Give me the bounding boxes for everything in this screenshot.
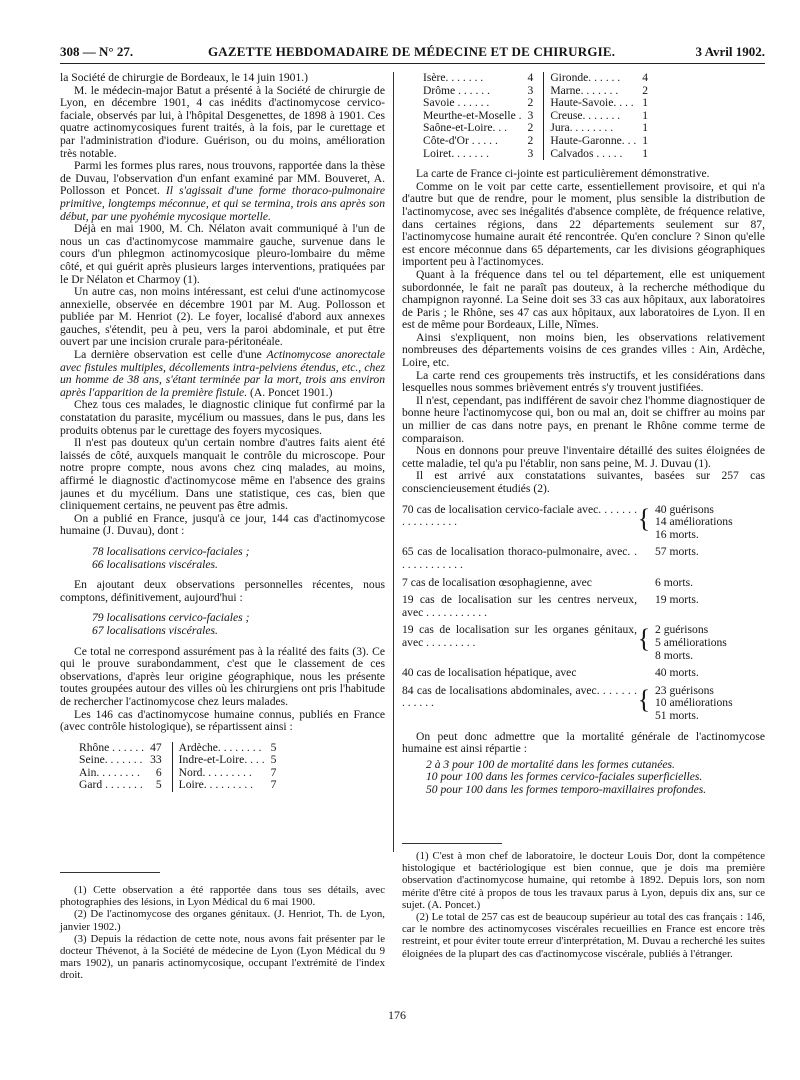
table-row: Meurthe-et-Moselle . 3 Creuse. . . . . . . 1 [423,108,649,122]
stat-row: 40 cas de localisation hépatique, avec 40 morts. [402,666,699,680]
issue-date: 3 Avril 1902. [695,44,765,59]
table-row: Gard . . . . . . . 5 Loire. . . . . . . . . 7 [79,778,277,792]
stat-row: 7 cas de localisation œsophagienne, avec 6 morts. [402,575,694,589]
table-row: Côte-d'Or . . . . . 2 Haute-Garonne. . . 1 [423,133,649,147]
footnote: (2) Le total de 257 cas est de beaucoup supérieur au total des cas français : 146, car le nombre des actinomycoses viscérales recueillies en France est encore très restreint, et pour éviter toute erreur d'interprétation, M. Duvau a recherché les suites éloignées de la plupart des cas d'actinomycose viscérale, publiés à l'étranger. [402,911,765,960]
mortality-list [426,759,765,797]
column-divider [393,72,394,852]
paragraph: Nous en donnons pour preuve l'inventaire détaillé des suites éloignées de cette maladie, tel qu'a pu l'établir, non sans peine, M. J. Duvau (1). [402,444,765,470]
paragraph: La carte de France ci-jointe est particulièrement démonstrative. [416,167,710,181]
paragraph: Un autre cas, non moins intéressant, est celui d'une actinomycose annexielle, observée en décembre 1901 par M. Aug. Pollosson et publiée par M. Henriot (2). Le foyer, localisé d'abord aux annexes gauches, s'étendit, peu à peu, vers la paroi abdominale, et put être ouvert par une incision crurale para-péritonéale. [60,285,385,349]
right-column [402,72,765,882]
journal-title: GAZETTE HEBDOMADAIRE DE MÉDECINE ET DE CHIRURGIE. [208,44,616,59]
department-table-continued [420,72,658,160]
paragraph: Il n'est pas douteux qu'un certain nombre d'autres faits aient été laissés de côté, auxquels manquait le contrôle du microscope. Pour notre propre compte, nous avons chez cinq malades, au moins, affirmé le diagnostic d'actinomycose même en l'absence des grains jaunes et du mycélium. Dans une statistique, ces cas, bien que cliniquement certains, ne peuvent pas être admis. [60,436,385,513]
table-row: Rhône . . . . . . 47 Ardèche. . . . . . . . 5 [79,740,277,754]
paragraph: Il n'est, cependant, pas indifférent de savoir chez l'homme diagnostiquer de bonne heure l'actinomycose qui, bon ou mal an, doit se chiffrer au moins par un millier de cas dans notre pays, en prenant le Rhône comme terme de comparaison. [402,393,765,445]
paragraph: On a publié en France, jusqu'à ce jour, 144 cas d'actinomycose humaine (J. Duvau), dont : [60,511,385,538]
paragraph: M. le médecin-major Batut a présenté à la Société de chirurgie de Lyon, en décembre 1901, 4 cas inédits d'actinomycose cervico-faciale, observés par lui, à l'hôpital Desgenettes, de 1898 à 1901. Ces quatre actinomycosiques furent traités, à la fois, par le curettage et par l'administration d'iodure. Guérison, ou du moins, amélioration très notable. [60,83,385,160]
header-rule [60,63,765,64]
paragraph: Chez tous ces malades, le diagnostic clinique fut confirmé par la constatation du parasite, mycélium ou massues, dans le pus, dans les produits obtenus par le curettage des foyers mycosiques. [60,398,385,437]
stat-row: 19 cas de localisation sur les organes génitaux, avec . . . . . . . . . { 2 guérisons 5 améliorations 8 morts. [402,623,727,662]
footnote: (1) Cette observation a été rapportée dans tous ses détails, avec photographies des lésions, in Lyon Médical du 6 mai 1900. [60,884,385,909]
list-item: 67 localisations viscérales. [92,623,218,637]
table-row: Drôme . . . . . . 3 Marne. . . . . . . 2 [423,83,649,97]
stat-row: 19 cas de localisation sur les centres nerveux, avec . . . . . . . . . . . 19 morts. [402,593,699,619]
paragraph: Il est arrivé aux constatations suivantes, basées sur 257 cas consciencieusement étudiés (2). [402,469,765,495]
paragraph: Comme on le voit par cette carte, essentiellement provisoire, et qui n'a d'autre but que de rendre, pour le moment, plus sensible la distribution de l'actinomycose, avec ses inégalités d'absence complète, de fréquence relative, dans certaines régions, dans 22 départements seulement sur 87, l'actinomycose humaine aurait été rencontrée. Qu'en conclure ? Sinon qu'elle est encore méconnue dans 65 départements, car les divisions géographiques importent peu à l'actinomyces. [402,179,765,269]
localisation-list [92,612,385,637]
left-footnotes [60,884,385,982]
paragraph: Quant à la fréquence dans tel ou tel département, elle est uniquement subordonnée, le fait ne paraît pas douteux, à la recherche méthodique du champignon rayonné. La Seine doit ses 33 cas aux hôpitaux, aux laboratoires de Paris ; le Rhône, ses 47 cas aux hôpitaux, aux laboratoires de Lyon. Il en est de même pour Bordeaux, Lille, Nîmes. [402,267,765,332]
footnote: (3) Depuis la rédaction de cette note, nous avons fait présenter par le docteur Thévenot, à la Société de médecine de Lyon (Lyon Médical du 9 mars 1902), un panaris actinomycosique, occupant l'extrémité de l'index droit. [60,932,385,982]
list-item: 78 localisations cervico-faciales ; [92,544,250,558]
paragraph: Ainsi s'expliquent, non moins bien, les observations relativement nombreuses des départements voisins de ces grandes villes : Ain, Ardèche, Loire, etc. [402,330,765,370]
paragraph: Parmi les formes plus rares, nous trouvons, rapportée dans la thèse de Duvau, l'observation d'un enfant examiné par MM. Bouveret, A. Pollosson et Poncet. Il s'agissait d'une forme thoraco-pulmonaire primitive, longtemps méconnue, et qui se termina, trois ans après son début, par une pyohémie mycosique mortelle. [60,159,385,223]
list-item: 2 à 3 pour 100 de mortalité dans les formes cutanées. [426,757,675,771]
paragraph: La carte rend ces groupements très instructifs, et les considérations dans lesquelles nous sommes brièvement entrés s'y trouvent justifiées. [402,368,765,395]
stat-row: 84 cas de localisations abdominales, avec. . . . . . . . . . . . . { 23 guérisons 10 améliorations 51 morts. [402,683,733,722]
list-item: 10 pour 100 dans les formes cervico-faciales superficielles. [426,770,703,784]
paragraph: La dernière observation est celle d'une Actinomycose anorectale avec fistules multiples, décollements intra-pelviens étendus, etc., chez un homme de 38 ans, s'étant terminée par la mort, trois ans environ après l'apparition de la première fistule. (A. Poncet 1901.) [60,348,385,399]
paragraph: Les 146 cas d'actinomycose humaine connus, publiés en France (avec contrôle histologique), se répartissent ainsi : [60,707,385,734]
list-item: 50 pour 100 dans les formes temporo-maxillaires profondes. [426,782,707,796]
table-row: Ain. . . . . . . . 6 Nord. . . . . . . . . 7 [79,765,277,779]
running-header [60,44,765,60]
paragraph: On peut donc admettre que la mortalité générale de l'actinomycose humaine est ainsi répartie : [402,729,765,756]
localisation-list [92,546,385,571]
left-column [60,72,385,852]
page-reference: 308 — N° 27. [60,44,134,59]
right-footnotes [402,850,765,960]
table-row: Savoie . . . . . . 2 Haute-Savoie. . . . 1 [423,96,649,110]
stat-row: 65 cas de localisation thoraco-pulmonaire, avec. . . . . . . . . . . . . 57 morts. [402,545,699,571]
table-row: Saône-et-Loire. . . 2 Jura. . . . . . . . 1 [423,121,649,135]
paragraph: la Société de chirurgie de Bordeaux, le 14 juin 1901.) [60,72,309,84]
footnote-rule [60,872,160,873]
page-number: 176 [388,1008,406,1022]
table-row: Loiret. . . . . . . 3 Calvados . . . . . 1 [423,146,649,160]
footnote: (1) C'est à mon chef de laboratoire, le docteur Louis Dor, dont la compétence histologique et bactériologique est bien connue, que je dois ma première observation d'actinomycose humaine, qui retombe à 1892. Depuis lors, son nom mérite d'être cité à propos de tous les travaux parus à Lyon, depuis dix ans, sur ce sujet. (A. Poncet.) [402,850,765,911]
list-item: 66 localisations viscérales. [92,557,218,571]
paragraph: Ce total ne correspond assurément pas à la réalité des faits (3). Ce qui le prouve surabondamment, c'est que le classement de ces observations, d'après leur origine géographique, nous les présente toutes groupées autour des villes où les chirurgiens ont pris l'habitude de rechercher l'actinomycose chez leurs malades. [60,644,385,708]
stat-row: 70 cas de localisation cervico-faciale avec. . . . . . . . . . . . . . . . . { 40 guérisons 14 améliorations 16 morts. [402,502,733,541]
footnote-rule [402,843,502,844]
brace-glyph: { [637,503,651,533]
paragraph: Déjà en mai 1900, M. Ch. Nélaton avait communiqué à l'un de nous un cas d'actinomycose mammaire gauche, survenue dans le cours d'un phlegmon actinomycosique pleuro-lombaire du même côté, et qui guérit après plusieurs larges interventions, pratiquées par le Dr Nélaton et Charmoy (1). [60,222,385,286]
footnote: (2) De l'actinomycose des organes génitaux. (J. Henriot, Th. de Lyon, janvier 1902.) [60,908,385,933]
table-row: Isère. . . . . . . 4 Gironde. . . . . . 4 [423,72,649,84]
table-row: Seine. . . . . . . 33 Indre-et-Loire. . . . 5 [79,753,277,767]
department-table [76,742,286,792]
outcome-statistics [402,504,765,723]
brace-glyph: { [637,624,651,654]
list-item: 79 localisations cervico-faciales ; [92,611,250,625]
paragraph: En ajoutant deux observations personnelles récentes, nous comptons, définitivement, aujourd'hui : [60,578,385,604]
brace-glyph: { [637,684,651,714]
